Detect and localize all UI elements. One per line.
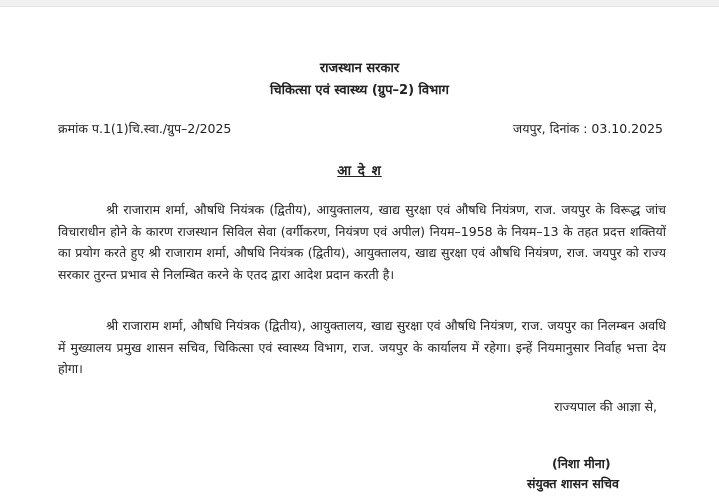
order-title: आ दे श bbox=[337, 163, 382, 179]
signatory-designation: संयुक्त शासन सचिव bbox=[527, 476, 619, 491]
government-name: राजस्थान सरकार bbox=[319, 61, 400, 76]
reference-number: क्रमांक प.1(1)चि.स्वा./ग्रुप–2/2025 bbox=[58, 121, 232, 136]
order-paragraph-2: श्री राजाराम शर्मा, औषधि नियंत्रक (द्वितीय), आयुक्तालय, खाद्य सुरक्षा एवं औषधि नियंत्रण, राज. जयपुर का निलम्बन अवधि में मुख्यालय प्रमुख शासन सचिव, चिकित्सा एवं स्वास्थ्य विभाग, राज. जयपुर के कार्यालय में रहेगा। इन्हें नियमानुसार निर्वाह भत्ता देय होगा। bbox=[58, 318, 666, 376]
governor-order-line: राज्यपाल की आज्ञा से, bbox=[554, 399, 657, 414]
signatory-name: (निशा मीना) bbox=[552, 456, 611, 471]
top-border bbox=[0, 0, 719, 7]
department-name: चिकित्सा एवं स्वास्थ्य (ग्रुप–2) विभाग bbox=[270, 83, 449, 98]
order-paragraph-1: श्री राजाराम शर्मा, औषधि नियंत्रक (द्वितीय), आयुक्तालय, खाद्य सुरक्षा एवं औषधि नियंत्रण, राज. जयपुर के विरूद्ध जांच विचाराधीन होने के कारण राजस्थान सिविल सेवा (वर्गीकरण, नियंत्रण एवं अपील) नियम–1958 के नियम–13 के तहत प्रदत्त शक्तियों का प्रयोग करते हुए श्री राजाराम शर्मा, औषधि नियंत्रक (द्वितीय), आयुक्तालय, खाद्य सुरक्षा एवं औषधि नियंत्रण, राज. जयपुर को राज्य सरकार तुरन्त प्रभाव से निलम्बित करने के एतद द्वारा आदेश प्रदान करती है। bbox=[58, 202, 666, 282]
place-date: जयपुर, दिनांक : 03.10.2025 bbox=[512, 121, 663, 136]
